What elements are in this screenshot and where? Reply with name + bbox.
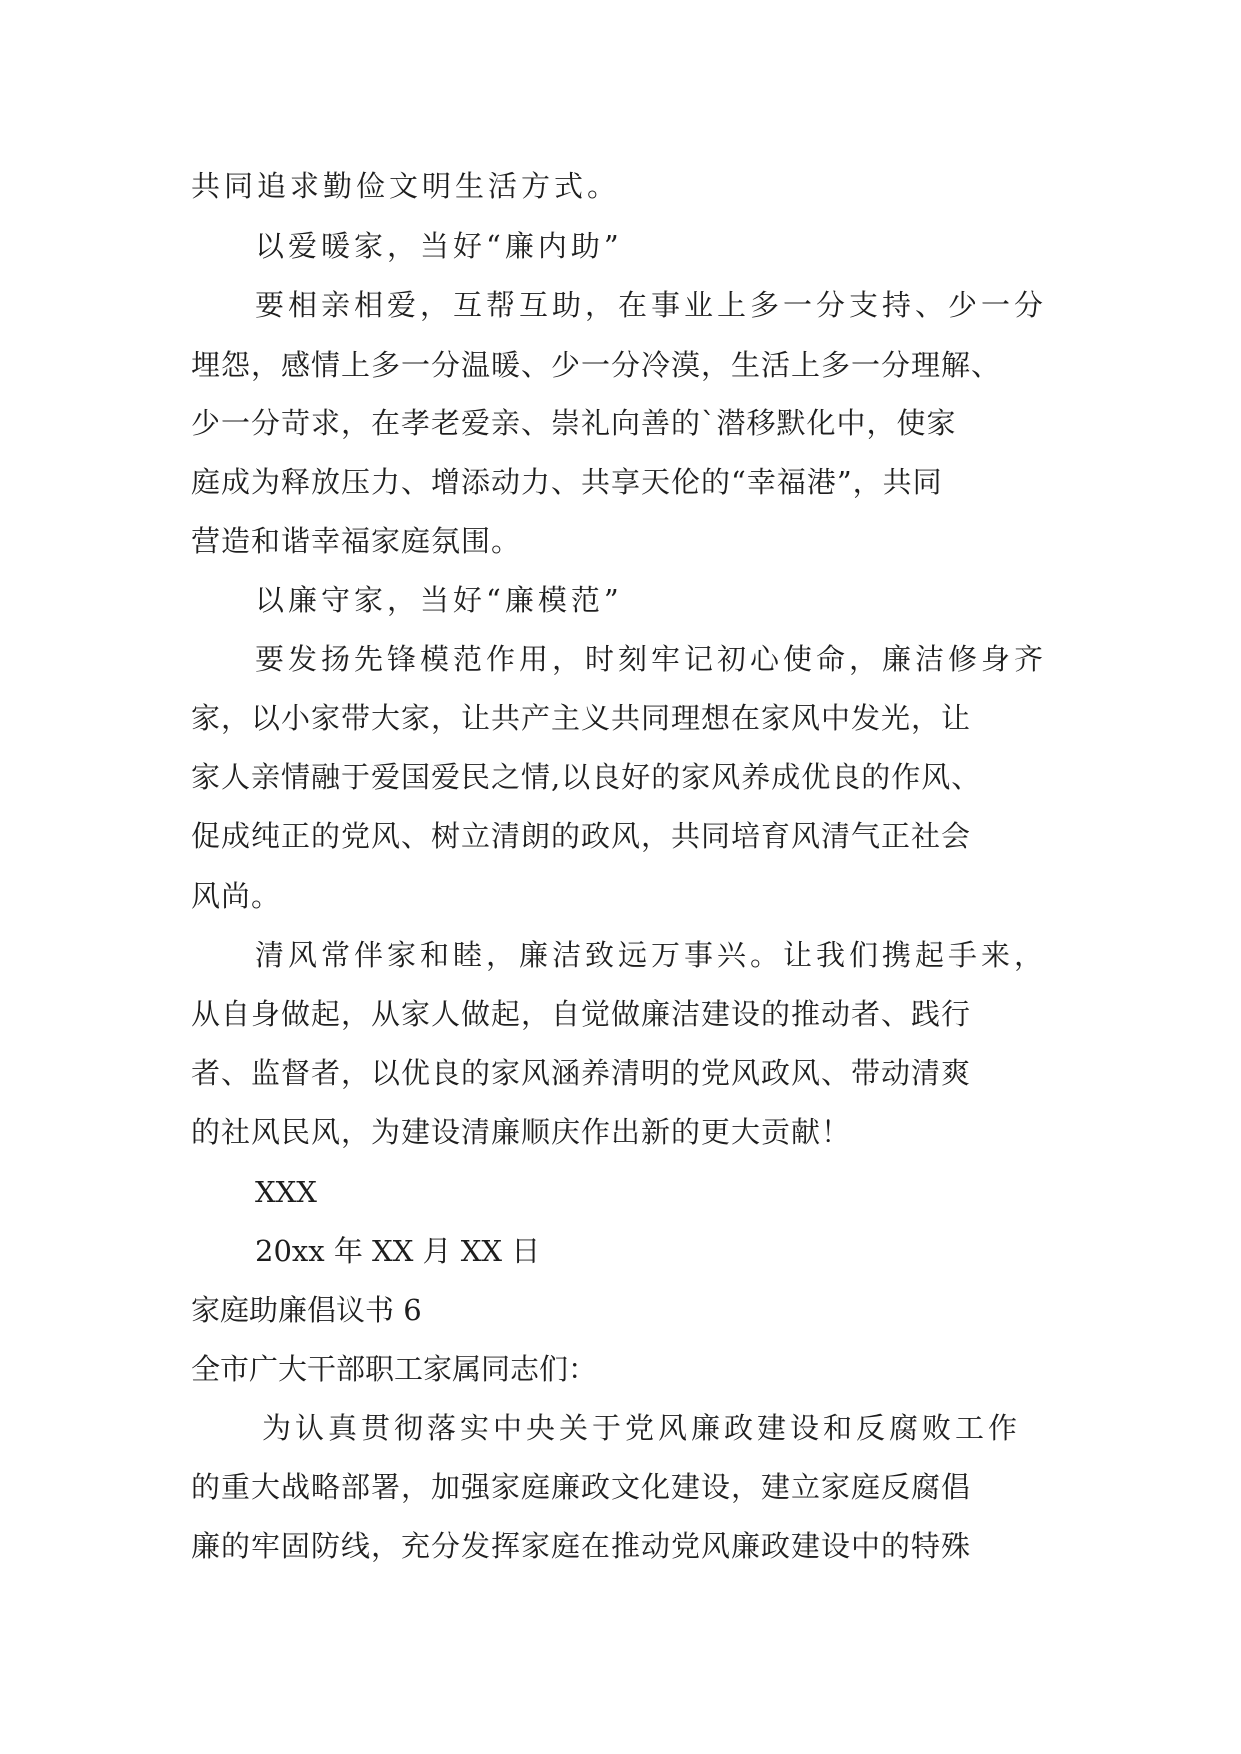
section-heading: 以爱暖家，当好“廉内助” <box>255 229 623 263</box>
text-line: 少一分苛求，在孝老爱亲、崇礼向善的`潜移默化中，使家 <box>191 406 957 440</box>
text-line: 的社风民风，为建设清廉顺庆作出新的更大贡献！ <box>191 1115 852 1149</box>
text-line: 庭成为释放压力、增添动力、共享天伦的“幸福港”，共同 <box>191 465 943 499</box>
text-line: 营造和谐幸福家庭氛围。 <box>191 524 522 558</box>
text-line: 促成纯正的党风、树立清朗的政风，共同培育风清气正社会 <box>191 819 972 853</box>
text-line: 埋怨，感情上多一分温暖、少一分冷漠，生活上多一分理解、 <box>191 348 1002 382</box>
section-heading: 以廉守家，当好“廉模范” <box>255 583 623 617</box>
signature-date: 20xx 年 XX 月 XX 日 <box>255 1234 541 1268</box>
text-line: 家，以小家带大家，让共产主义共同理想在家风中发光，让 <box>191 701 972 735</box>
salutation: 全市广大干部职工家属同志们： <box>191 1352 598 1386</box>
text-line: 清风常伴家和睦，廉洁致远万事兴。让我们携起手来， <box>255 938 1048 972</box>
text-line: 要相亲相爱，互帮互助，在事业上多一分支持、少一分 <box>255 288 1048 322</box>
text-line: 要发扬先锋模范作用，时刻牢记初心使命，廉洁修身齐 <box>255 642 1048 676</box>
text-line: 者、监督者，以优良的家风涵养清明的党风政风、带动清爽 <box>191 1056 972 1090</box>
text-line: 的重大战略部署，加强家庭廉政文化建设，建立家庭反腐倡 <box>191 1470 972 1504</box>
text-line: 廉的牢固防线，充分发挥家庭在推动党风廉政建设中的特殊 <box>191 1529 972 1563</box>
text-line: 为认真贯彻落实中央关于党风廉政建设和反腐败工作 <box>262 1411 1022 1445</box>
text-line: 风尚。 <box>191 879 282 913</box>
text-line: 从自身做起，从家人做起，自觉做廉洁建设的推动者、践行 <box>191 997 972 1031</box>
text-line: 家人亲情融于爱国爱民之情,以良好的家风养成优良的作风、 <box>191 760 982 794</box>
text-line: 共同追求勤俭文明生活方式。 <box>191 169 621 203</box>
signature-name: XXX <box>255 1175 317 1209</box>
document-title: 家庭助廉倡议书 6 <box>191 1293 422 1327</box>
